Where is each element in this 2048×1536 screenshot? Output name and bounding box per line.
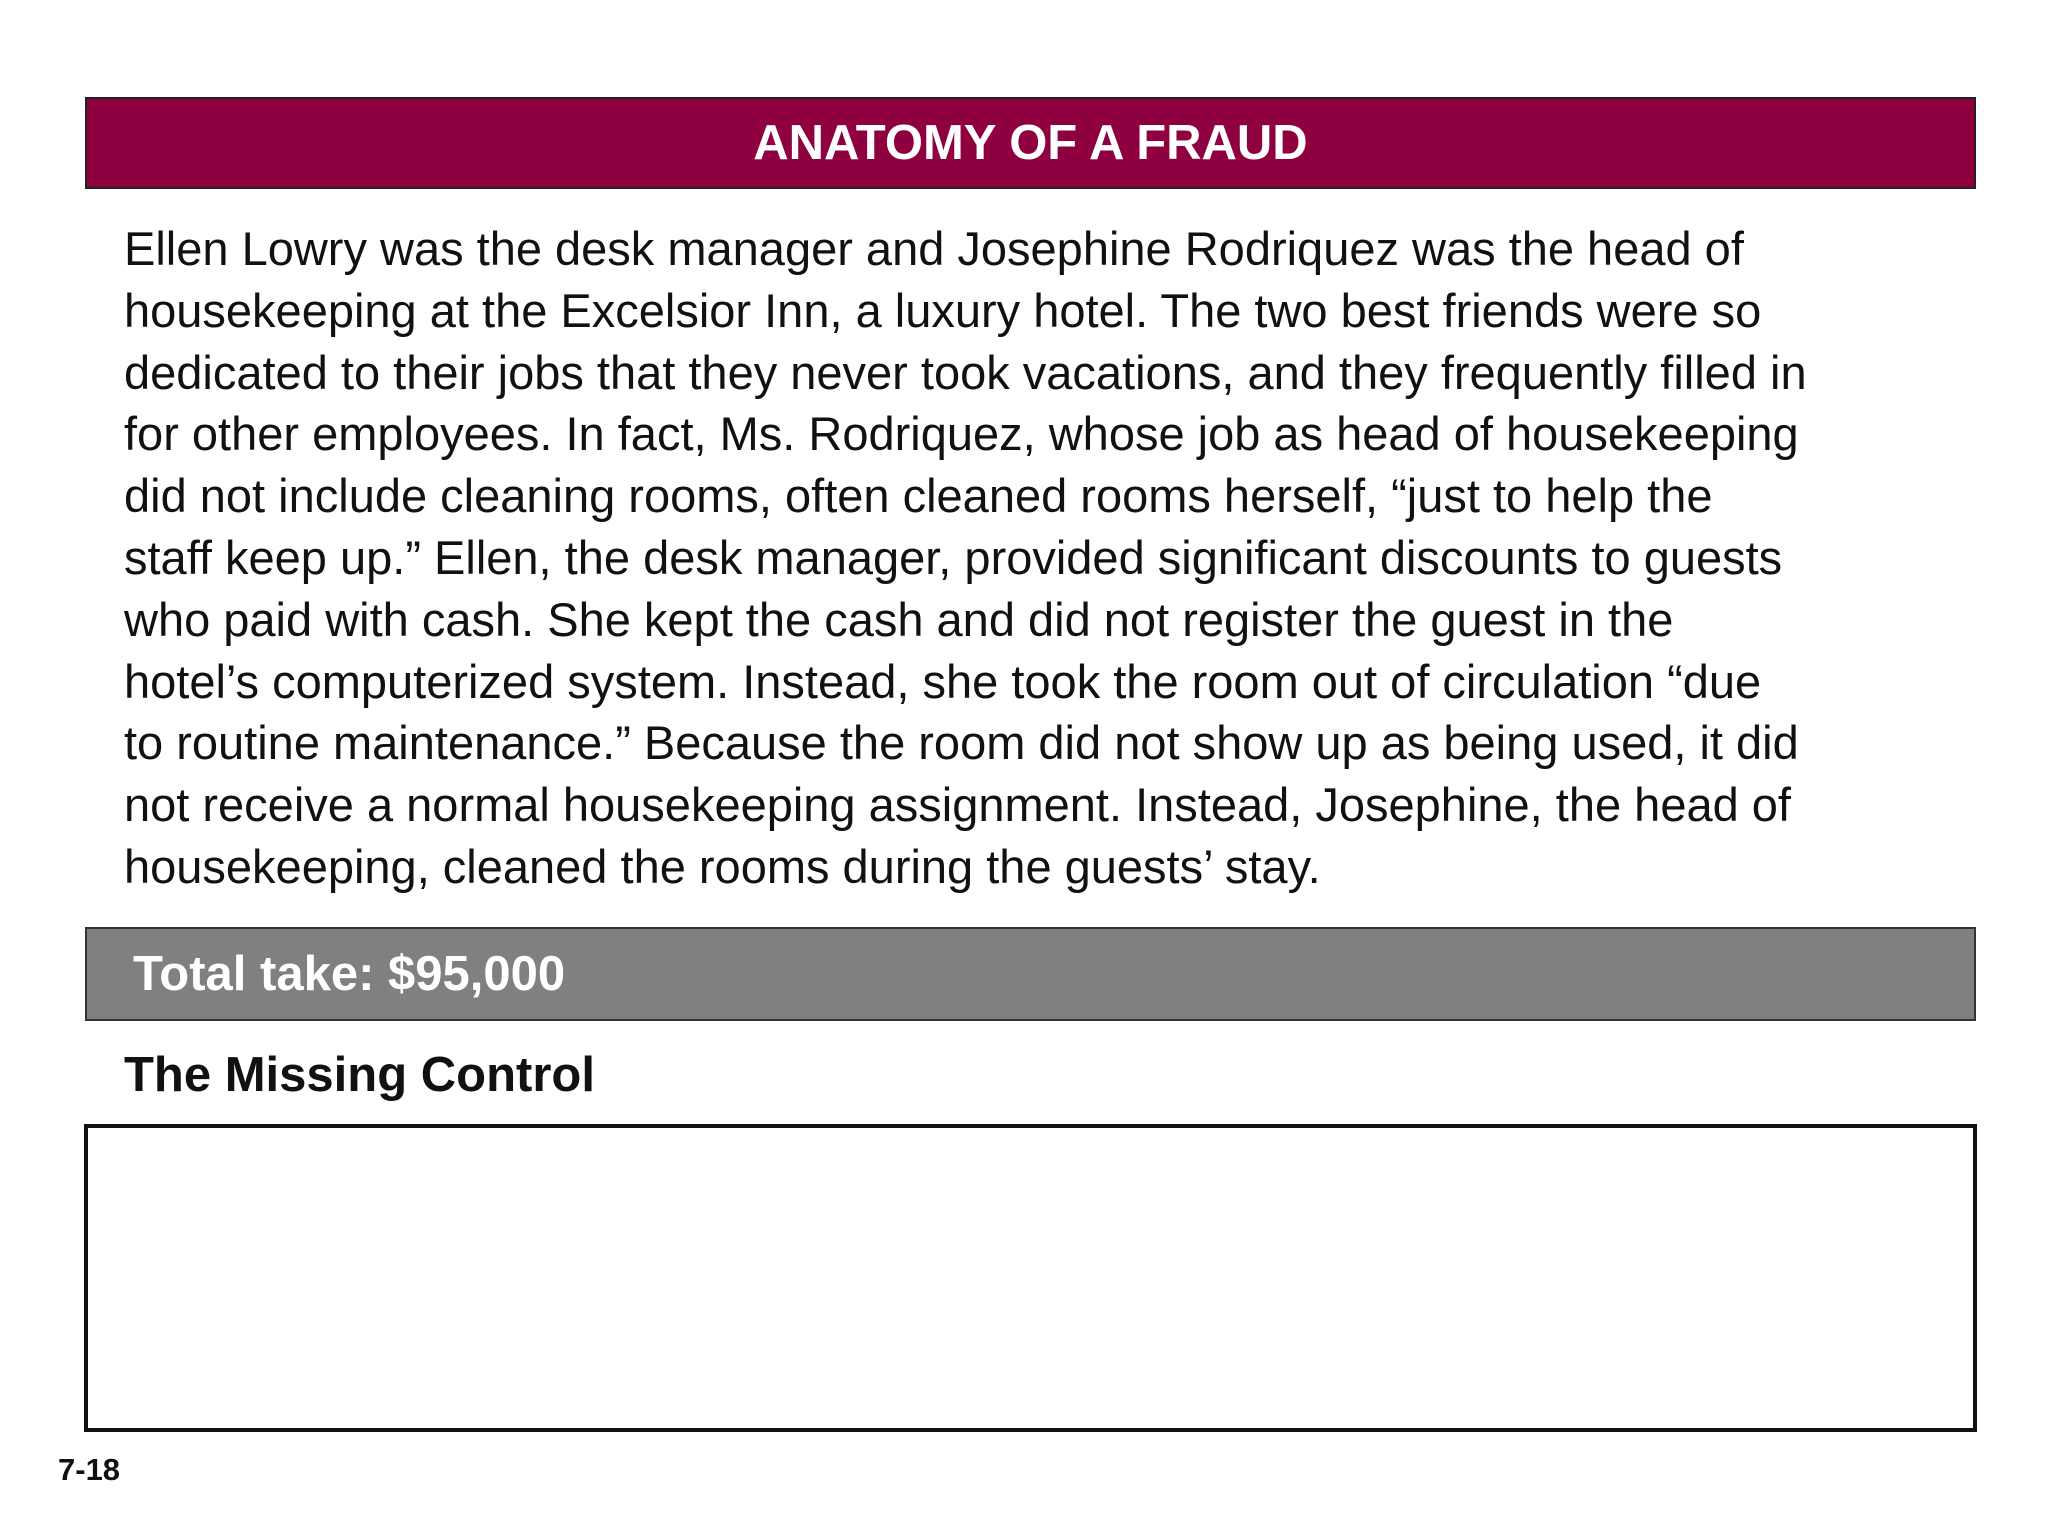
story-line: dedicated to their jobs that they never took vacations, and they frequently filled in	[124, 345, 1807, 399]
story-line: hotel’s computerized system. Instead, she took the room out of circulation “due	[124, 654, 1762, 708]
fraud-story-paragraph	[124, 218, 1974, 898]
story-line: did not include cleaning rooms, often cleaned rooms herself, “just to help the	[124, 469, 1713, 523]
story-line: housekeeping, cleaned the rooms during the guests’ stay.	[124, 839, 1321, 893]
title-banner	[85, 97, 1976, 189]
story-line: Ellen Lowry was the desk manager and Josephine Rodriquez was the head of	[124, 222, 1744, 275]
missing-control-answer-box	[84, 1124, 1977, 1432]
story-line: to routine maintenance.” Because the room did not show up as being used, it did	[124, 716, 1799, 770]
total-take-label: Total take: $95,000	[133, 947, 566, 1001]
story-line: not receive a normal housekeeping assignment. Instead, Josephine, the head of	[124, 778, 1791, 832]
story-line: housekeeping at the Excelsior Inn, a luxury hotel. The two best friends were so	[124, 283, 1762, 337]
story-line: staff keep up.” Ellen, the desk manager, provided significant discounts to guests	[124, 530, 1783, 584]
page-number: 7-18	[58, 1452, 121, 1487]
story-line: for other employees. In fact, Ms. Rodriquez, whose job as head of housekeeping	[124, 407, 1799, 461]
story-line: who paid with cash. She kept the cash and did not register the guest in the	[124, 592, 1674, 646]
missing-control-heading: The Missing Control	[124, 1048, 595, 1102]
page-title: ANATOMY OF A FRAUD	[753, 116, 1308, 170]
total-take-banner	[85, 927, 1976, 1021]
